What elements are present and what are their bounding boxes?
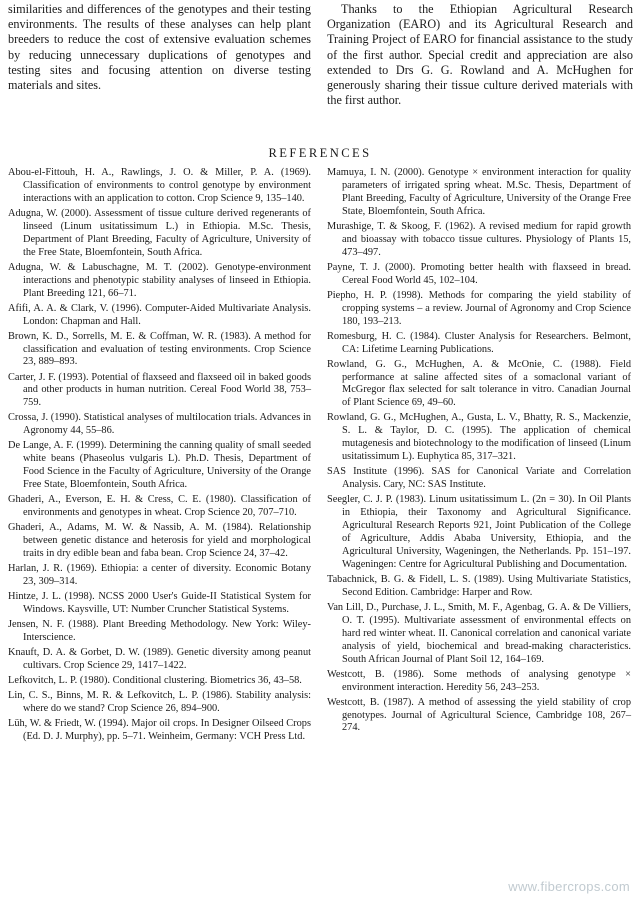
reference-item: Seegler, C. J. P. (1983). Linum usitatissimum L. (2n = 30). In Oil Plants in Ethiopia, their Taxonomy and Agricultural Significance. Agricultural Research Reports 921, Joint Publication of the College of Agriculture, Addis Ababa University, Ethiopia, and the Agricultural University, Wageningen, the Netherlands. Pp. 151–197. Wageningen: Centre for Agricultural Publishing and Documentation. (327, 494, 631, 570)
references-heading: REFERENCES (268, 146, 372, 160)
reference-item: De Lange, A. F. (1999). Determining the canning quality of small seeded white beans (Phaseolus vulgaris L). Ph.D. Thesis, Department of Food Science in the Faculty of Agriculture, University of the Orange Free State, Bloemfontein, South Africa. (8, 440, 311, 491)
reference-item: Adugna, W. (2000). Assessment of tissue culture derived regenerants of linseed (Linum usitatissimum L.) in Ethiopia. M.Sc. Thesis, Department of Plant Breeding, Faculty of Agriculture, University of the Free State, Bloemfontein, South Africa. (8, 207, 311, 258)
conclusion-paragraph: similarities and differences of the genotypes and their testing environments. The results of these analyses can help plant breeders to reduce the cost of extensive evaluation schemes by reducing unnecessary duplications of genotypes and testing sites and focusing attention on diverse testing materials and sites. (8, 2, 311, 93)
reference-item: Payne, T. J. (2000). Promoting better health with flaxseed in bread. Cereal Food World 45, 102–104. (327, 261, 631, 286)
watermark: www.fibercrops.com (508, 879, 630, 894)
references-column-left (8, 167, 311, 746)
reference-item: Adugna, W. & Labuschagne, M. T. (2002). Genotype-environment interactions and phenotypic stability analyses of linseed in Ethiopia. Plant Breeding 121, 66–71. (8, 261, 311, 299)
intro-row (8, 2, 632, 120)
reference-item: Romesburg, H. C. (1984). Cluster Analysis for Researchers. Belmont, CA: Lifetime Learning Publications. (327, 330, 631, 355)
reference-item: Brown, K. D., Sorrells, M. E. & Coffman, W. R. (1983). A method for classification and evaluation of testing environments. Crop Science 23, 889–893. (8, 330, 311, 368)
reference-item: Lin, C. S., Binns, M. R. & Lefkovitch, L. P. (1986). Stability analysis: where do we stand? Crop Science 26, 894–900. (8, 690, 311, 715)
reference-item: Jensen, N. F. (1988). Plant Breeding Methodology. New York: Wiley-Interscience. (8, 619, 311, 644)
reference-item: Abou-el-Fittouh, H. A., Rawlings, J. O. & Miller, P. A. (1969). Classification of environments to control genotype by environment interactions with an application to cotton. Crop Science 9, 135–140. (8, 167, 311, 204)
reference-item: Ghaderi, A., Everson, E. H. & Cress, C. E. (1980). Classification of environments and genotypes in wheat. Crop Science 20, 707–710. (8, 494, 311, 519)
reference-item: Crossa, J. (1990). Statistical analyses of multilocation trials. Advances in Agronomy 44, 55–86. (8, 412, 311, 437)
reference-item: Afifi, A. A. & Clark, V. (1996). Computer-Aided Multivariate Analysis. London: Chapman and Hall. (8, 302, 311, 327)
reference-item: Lefkovitch, L. P. (1980). Conditional clustering. Biometrics 36, 43–58. (8, 675, 302, 687)
reference-item: Van Lill, D., Purchase, J. L., Smith, M. F., Agenbag, G. A. & De Villiers, O. T. (1995). Multivariate assessment of environmental effects on hard red winter wheat. II. Canonical correlation and canonical variate analysis of yield, biochemical and bread-making characteristics. South African Journal of Plant Soil 12, 164–169. (327, 601, 631, 665)
reference-item: SAS Institute (1996). SAS for Canonical Variate and Correlation Analysis. Cary, NC: SAS Institute. (327, 466, 631, 491)
reference-item: Rowland, G. G., McHughen, A., Gusta, L. V., Bhatty, R. S., Mackenzie, S. L. & Taylor, D. C. (1995). The application of chemical mutagenesis and biotechnology to the modification of linseed (Linum usitatissimum L). Euphytica 85, 317–321. (327, 412, 631, 463)
reference-item: Piepho, H. P. (1998). Methods for comparing the yield stability of cropping systems – a review. Journal of Agronomy and Crop Science 180, 193–213. (327, 289, 631, 327)
reference-item: Westcott, B. (1986). Some methods of analysing genotype × environment interaction. Heredity 56, 243–253. (327, 668, 631, 693)
reference-item: Tabachnick, B. G. & Fidell, L. S. (1989). Using Multivariate Statistics, Second Edition. Cambridge: Harper and Row. (327, 573, 631, 598)
conclusion-text (8, 2, 311, 93)
reference-item: Rowland, G. G., McHughen, A. & McOnie, C. (1988). Field performance at saline affected sites of a somaclonal variant of McGregor flax selected for salt tolerance in vitro. Canadian Journal of Plant Science 69, 49–60. (327, 358, 631, 409)
reference-item: Harlan, J. R. (1969). Ethiopia: a center of diversity. Economic Botany 23, 309–314. (8, 563, 311, 588)
reference-item: Ghaderi, A., Adams, M. W. & Nassib, A. M. (1984). Relationship between genetic distance and heterosis for yield and morphological traits in dry edible bean and faba bean. Crop Science 24, 37–42. (8, 522, 311, 560)
reference-item: Knauft, D. A. & Gorbet, D. W. (1989). Genetic diversity among peanut cultivars. Crop Science 29, 1417–1422. (8, 647, 311, 672)
reference-item: Murashige, T. & Skoog, F. (1962). A revised medium for rapid growth and bioassay with tobacco tissue cultures. Physiology of Plants 15, 473–497. (327, 220, 631, 258)
acknowledgements-text (327, 2, 633, 108)
references-column-right (327, 167, 631, 738)
reference-item: Hintze, J. L. (1998). NCSS 2000 User's Guide-II Statistical System for Windows. Kaysville, UT: Number Cruncher Statistical Systems. (8, 591, 311, 616)
reference-item: Mamuya, I. N. (2000). Genotype × environment interaction for quality parameters of irrigated spring wheat. M.Sc. Thesis, Department of Plant Breeding, Faculty of Agriculture, University of the Orange Free State, Bloemfontein, South Africa. (327, 167, 631, 217)
reference-item: Carter, J. F. (1993). Potential of flaxseed and flaxseed oil in baked goods and other products in human nutrition. Cereal Food World 38, 753–759. (8, 371, 311, 409)
reference-item: Lüh, W. & Friedt, W. (1994). Major oil crops. In Designer Oilseed Crops (Ed. D. J. Murphy), pp. 5–71. Weinheim, Germany: VCH Press Ltd. (8, 718, 311, 743)
acknowledgements-paragraph: Thanks to the Ethiopian Agricultural Research Organization (EARO) and its Agricultural Research and Training Project of EARO for financial assistance to the study of the first author. Special credit and appreciation are also extended to Drs G. G. Rowland and A. McHughen for generously sharing their tissue culture derived materials with the first author. (327, 2, 633, 108)
reference-item: Westcott, B. (1987). A method of assessing the yield stability of crop genotypes. Journal of Agricultural Science, Cambridge 108, 267–274. (327, 696, 631, 734)
